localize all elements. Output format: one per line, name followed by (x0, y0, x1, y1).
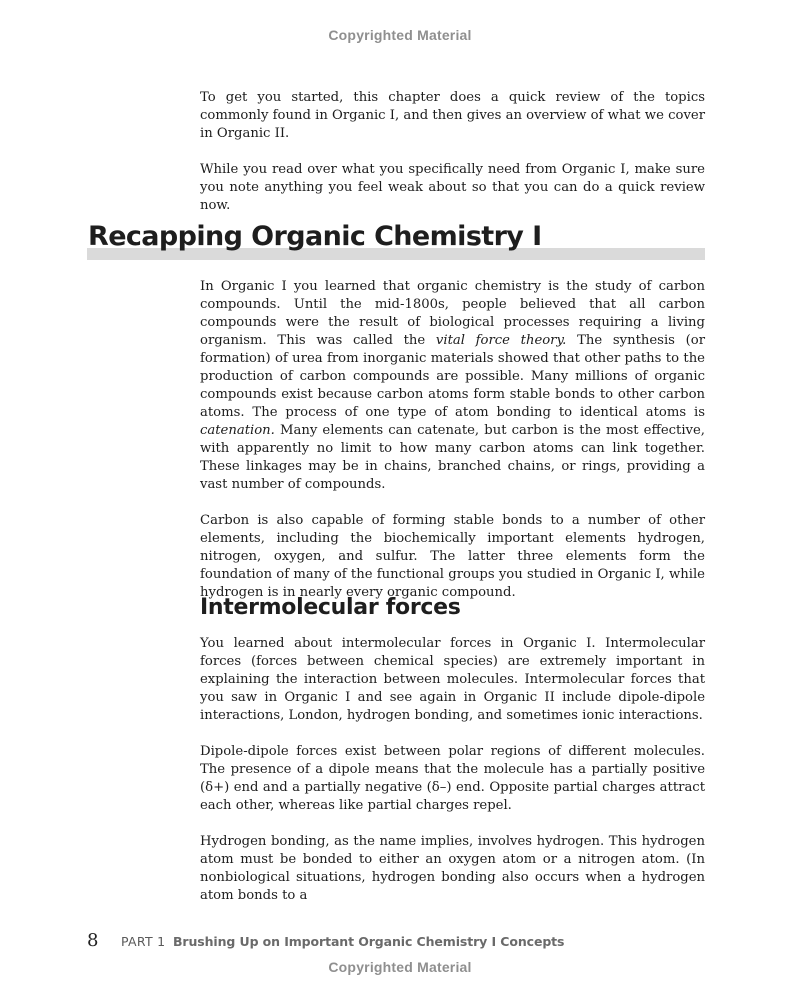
section-heading-block (87, 218, 705, 260)
section-1-paragraph-2: Carbon is also capable of forming stable bonds to a number of other elements, including the biochemically important elements hydrogen, nitrogen, oxygen, and sulfur. The latter three elements form the foundation of many of the functional groups you studied in Organic I, while hydrogen is in nearly every organic compound. (200, 513, 705, 600)
part-label: PART 1 (121, 934, 166, 949)
copyright-watermark-top: Copyrighted Material (328, 27, 472, 43)
text-run: In Organic I you learned that organic chemistry is the study of carbon compounds. Until the mid-1800s, people believed that all carbon compounds were the result of biological processes requiring a living organism. This was called the (200, 279, 705, 348)
section-heading: Recapping Organic Chemistry I (88, 221, 542, 252)
section-2-paragraph-3: Hydrogen bonding, as the name implies, involves hydrogen. This hydrogen atom must be bonded to either an oxygen atom or a nitrogen atom. (In nonbiological situations, hydrogen bonding also occurs when a hydrogen atom bonds to a (200, 834, 705, 903)
section-2-paragraph-1: You learned about intermolecular forces in Organic I. Intermolecular forces (forces between chemical species) are extremely important in explaining the interaction between molecules. Intermolecular forces that you saw in Organic I and see again in Organic II include dipole-dipole interactions, London, hydrogen bonding, and sometimes ionic interactions. (200, 636, 705, 723)
term-vital-force-theory: vital force theory. (435, 333, 567, 348)
intro-paragraph-2: While you read over what you specifically need from Organic I, make sure you note anything you feel weak about so that you can do a quick review now. (200, 162, 705, 213)
intro-paragraph-1: To get you started, this chapter does a quick review of the topics commonly found in Organic I, and then gives an overview of what we cover in Organic II. (200, 90, 705, 141)
section-1-paragraph-1 (200, 278, 705, 494)
part-title: Brushing Up on Important Organic Chemistry I Concepts (173, 934, 565, 949)
page-number: 8 (87, 930, 99, 951)
section-1-body (200, 278, 705, 602)
intro-text (200, 89, 705, 215)
page-footer (87, 929, 707, 953)
term-catenation: catenation. (200, 423, 275, 438)
section-2-body (200, 635, 705, 905)
section-2-paragraph-2: Dipole-dipole forces exist between polar regions of different molecules. The presence of a dipole means that the molecule has a partially positive (δ+) end and a partially negative (δ–) end. Opposite partial charges attract each other, whereas like partial charges repel. (200, 744, 705, 813)
text-run: The synthesis (or formation) of urea from inorganic materials showed that other paths to the production of carbon compounds are possible. Many millions of organic compounds exist because carbon atoms form stable bonds to other carbon atoms. The process of one type of atom bonding to identical atoms is (200, 333, 706, 420)
subsection-heading: Intermolecular forces (200, 595, 461, 620)
text-run: Many elements can catenate, but carbon is the most effective, with apparently no limit to how many carbon atoms can link together. These linkages may be in chains, branched chains, or rings, providing a vast number of compounds. (200, 423, 705, 492)
copyright-watermark-bottom: Copyrighted Material (328, 959, 472, 975)
